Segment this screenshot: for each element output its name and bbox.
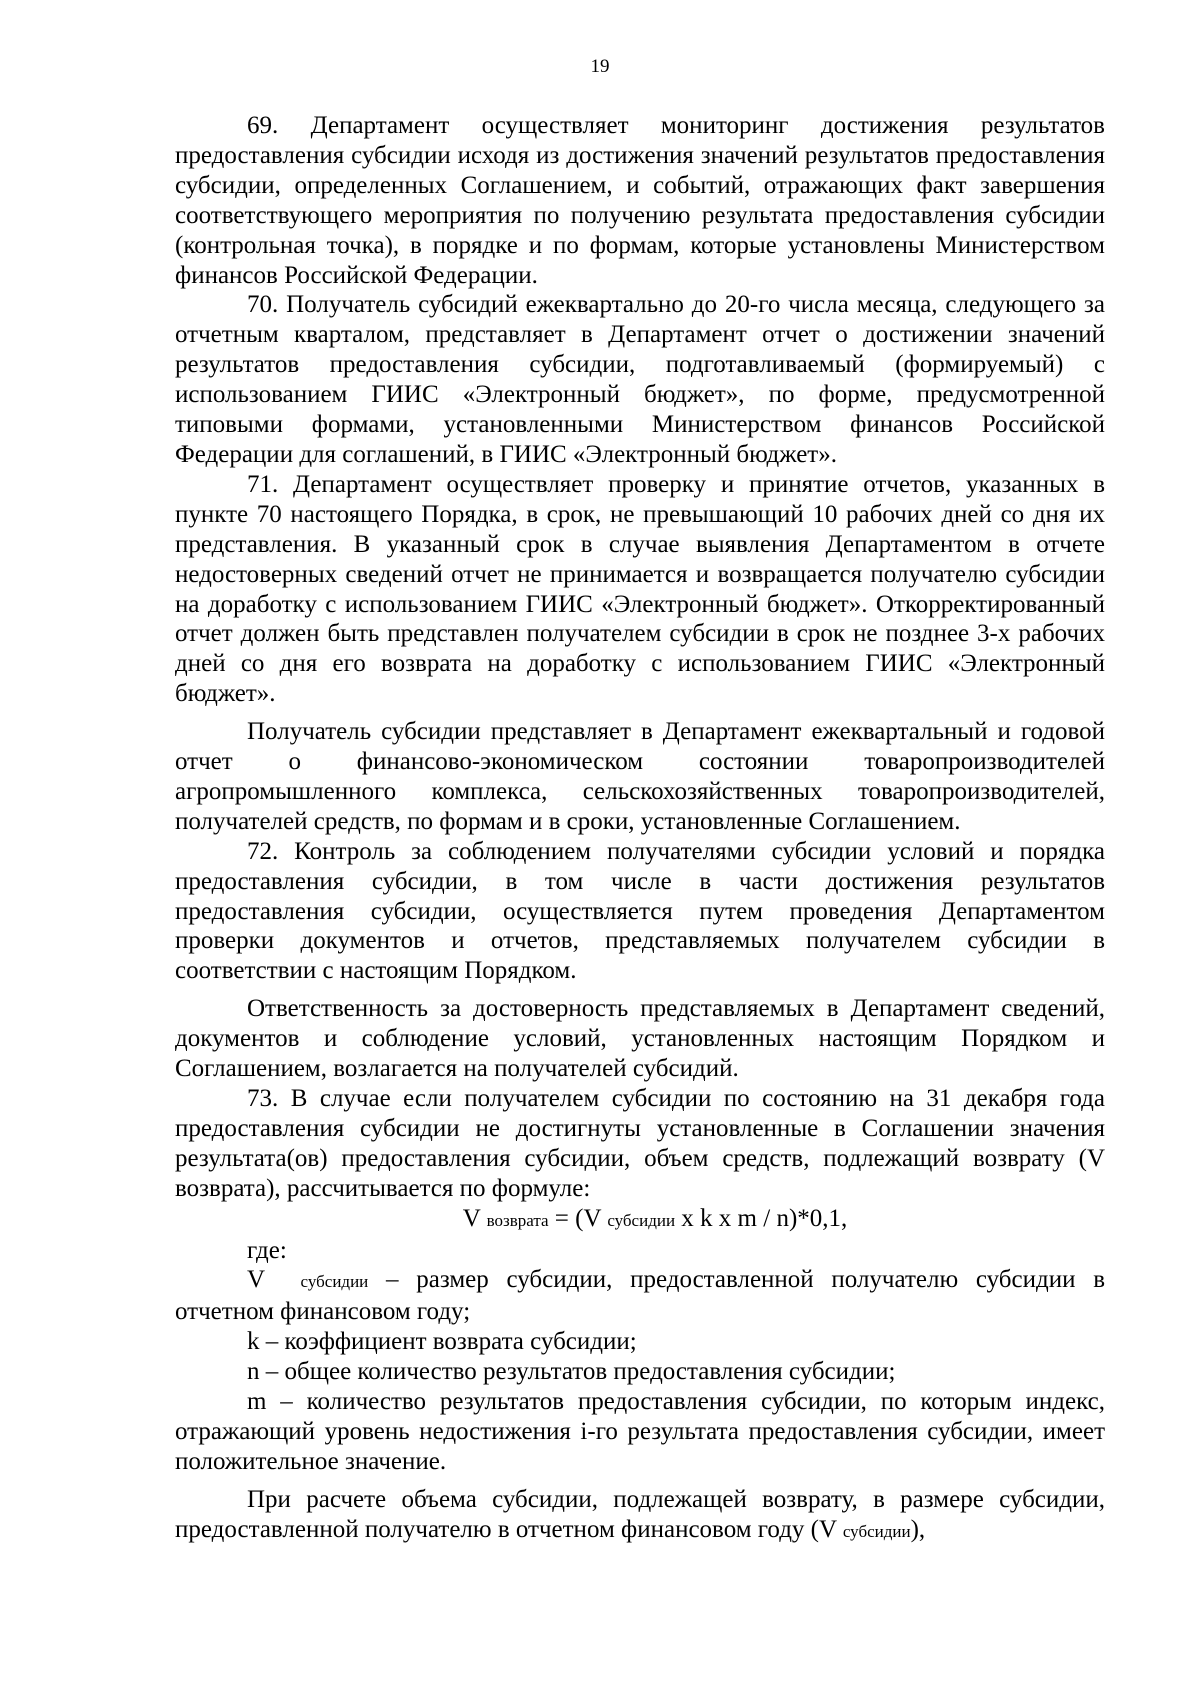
paragraph-69: 69. Департамент осуществляет мониторинг достижения результатов предоставления субсидии исходя из достижения значений результатов предоставления субсидии, определенных Соглашением, и событий, отражающих факт завершения соответствующего мероприятия по получению результата предоставления субсидии (контрольная точка), в порядке и по формам, которые установлены Министерством финансов Российской Федерации. <box>175 112 1105 289</box>
formula-equals: = (V <box>548 1204 608 1232</box>
formula-subsidy-subscript: субсидии <box>607 1210 676 1230</box>
formula-v: V <box>462 1204 481 1232</box>
paragraph-73: 73. В случае если получателем субсидии по состоянию на 31 декабря года предоставления субсидии не достигнуты установленные в Соглашении значения результата(ов) предоставления субсидии, объем средств, подлежащий возврату (V возврата), рассчитывается по формуле: <box>175 1085 1105 1202</box>
definition-n: n – общее количество результатов предоставления субсидии; <box>247 1358 896 1386</box>
calculation-text: При расчете объема субсидии, подлежащей возврату, в размере субсидии, предоставленной получателю в отчетном финансовом году (V <box>175 1485 1105 1543</box>
paragraph-report: Получатель субсидии представляет в Департамент ежеквартальный и годовой отчет о финансово-экономическом состоянии товаропроизводителей агропромышленного комплекса, сельскохозяйственных товаропроизводителей, получателей средств, по формам и в сроки, установленные Соглашением. <box>175 718 1105 835</box>
calculation-tail: ), <box>910 1515 926 1543</box>
definition-v-symbol: V <box>247 1266 266 1294</box>
paragraph-72: 72. Контроль за соблюдением получателями субсидии условий и порядка предоставления субсидии, в том числе в части достижения результатов предоставления субсидии, осуществляется путем проведения Департаментом проверки документов и отчетов, представляемых получателем субсидии в соответствии с настоящим Порядком. <box>175 837 1105 985</box>
where-label: где: <box>247 1236 287 1264</box>
page-number: 19 <box>590 56 610 77</box>
paragraph-71: 71. Департамент осуществляет проверку и принятие отчетов, указанных в пункте 70 настоящего Порядка, в срок, не превышающий 10 рабочих дней со дня их представления. В указанный срок в случае выявления Департаментом в отчете недостоверных сведений отчет не принимается и возвращается получателю субсидии на доработку с использованием ГИИС «Электронный бюджет». Откорректированный отчет должен быть представлен получателем субсидии в срок не позднее 3-х рабочих дней со дня его возврата на доработку с использованием ГИИС «Электронный бюджет». <box>175 470 1105 708</box>
return-formula <box>175 1204 1105 1236</box>
paragraph-70: 70. Получатель субсидий ежеквартально до 20-го числа месяца, следующего за отчетным кварталом, представляет в Департамент отчет о достижении значений результатов предоставления субсидии, подготавливаемый (формируемый) с использованием ГИИС «Электронный бюджет», по форме, предусмотренной типовыми формами, установленными Министерством финансов Российской Федерации для соглашений, в ГИИС «Электронный бюджет». <box>175 291 1105 468</box>
document-body <box>175 111 1105 1547</box>
definition-v-subsidy <box>175 1265 1105 1327</box>
formula-v-subscript: возврата <box>486 1210 549 1230</box>
definition-k: k – коэффициент возврата субсидии; <box>247 1328 637 1356</box>
paragraph-calculation <box>175 1485 1105 1547</box>
definition-m: m – количество результатов предоставления субсидии, по которым индекс, отражающий уровень недостижения i-го результата предоставления субсидии, имеет положительное значение. <box>175 1388 1105 1475</box>
paragraph-responsibility: Ответственность за достоверность представляемых в Департамент сведений, документов и соблюдение условий, установленных настоящим Порядком и Соглашением, возлагается на получателей субсидий. <box>175 995 1105 1083</box>
calculation-subscript: субсидии <box>842 1521 911 1541</box>
definition-v-text: – размер субсидии, предоставленной получателю субсидии в отчетном финансовом году; <box>175 1266 1106 1326</box>
formula-rest: x k x m / n)*0,1, <box>675 1204 848 1232</box>
definition-v-subscript: субсидии <box>300 1272 369 1292</box>
